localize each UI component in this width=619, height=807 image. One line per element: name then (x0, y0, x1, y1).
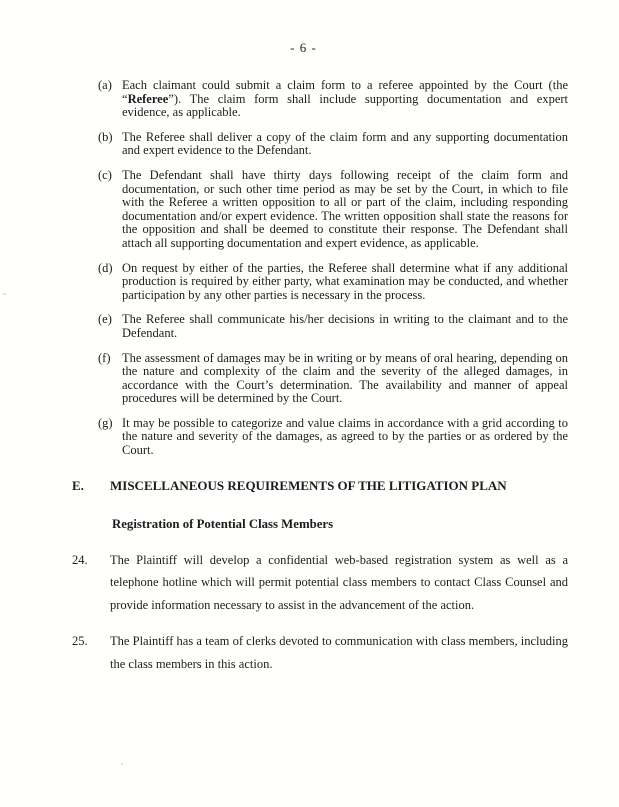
scan-speck (121, 763, 123, 765)
item-text: The Defendant shall have thirty days following receipt of the claim form and documentation, or such other time period as may be set by the Court, in which to file with the Referee a written opposition to all or part of the claim, including responding documentation and/or expert evidence. The written opposition shall state the reasons for the opposition and shall be deemed to constitute their response. The Defendant shall attach all supporting documentation and expert evidence, as applicable. (122, 167, 568, 250)
item-text: The Plaintiff will develop a confidential web-based registration system as well as a telephone hotline which will permit potential class members to contact Class Counsel and provide information necessary to assist in the advancement of the action. (110, 552, 568, 612)
item-number: 24. (72, 552, 88, 567)
section-heading (72, 478, 568, 493)
lettered-item (98, 262, 568, 303)
item-label: (d) (98, 260, 113, 275)
item-label: (a) (98, 78, 112, 92)
numbered-item (72, 630, 568, 675)
item-label: (c) (98, 167, 112, 182)
item-number: 25. (72, 634, 88, 649)
item-label: (e) (98, 312, 112, 327)
item-text: It may be possible to categorize and value claims in accordance with a grid according to the nature and severity of the damages, as agreed to by the parties or as ordered by the Court. (122, 415, 568, 458)
section-title: MISCELLANEOUS REQUIREMENTS OF THE LITIGATION PLAN (110, 477, 507, 493)
page-number: - 6 - (290, 40, 317, 55)
item-label: (g) (98, 415, 113, 430)
item-text: Each claimant could submit a claim form to a referee appointed by the Court (the “Referee”). The claim form shall include supporting documentation and expert evidence, as applicable. (122, 78, 568, 120)
lettered-item (98, 352, 568, 406)
lettered-item (98, 313, 568, 340)
scan-speck (3, 293, 6, 295)
numbered-list (72, 549, 568, 676)
lettered-item (98, 417, 568, 458)
item-label: (f) (98, 350, 111, 365)
item-text: The Referee shall communicate his/her decisions in writing to the claimant and to the Defendant. (122, 312, 568, 340)
lettered-list (98, 79, 568, 458)
subsection-title: Registration of Potential Class Members (112, 516, 334, 531)
item-label: (b) (98, 129, 113, 144)
item-text: The assessment of damages may be in writing or by means of oral hearing, depending on the nature and complexity of the claim and the severity of the alleged damages, in accordance with the Court’s determination. The availability and manner of appeal procedures will be determined by the Court. (122, 350, 568, 406)
numbered-item (72, 549, 568, 617)
item-text: The Referee shall deliver a copy of the claim form and any supporting documentation and expert evidence to the Defendant. (122, 129, 568, 158)
item-text: On request by either of the parties, the Referee shall determine what if any additional production is required by either party, what examination may be conducted, and whether participation by any other parties is necessary in the process. (122, 260, 568, 302)
lettered-item (98, 131, 568, 158)
item-text: The Plaintiff has a team of clerks devoted to communication with class members, including the class members in this action. (110, 634, 568, 671)
lettered-item (98, 169, 568, 251)
section-label: E. (72, 477, 84, 493)
lettered-item (98, 79, 568, 120)
